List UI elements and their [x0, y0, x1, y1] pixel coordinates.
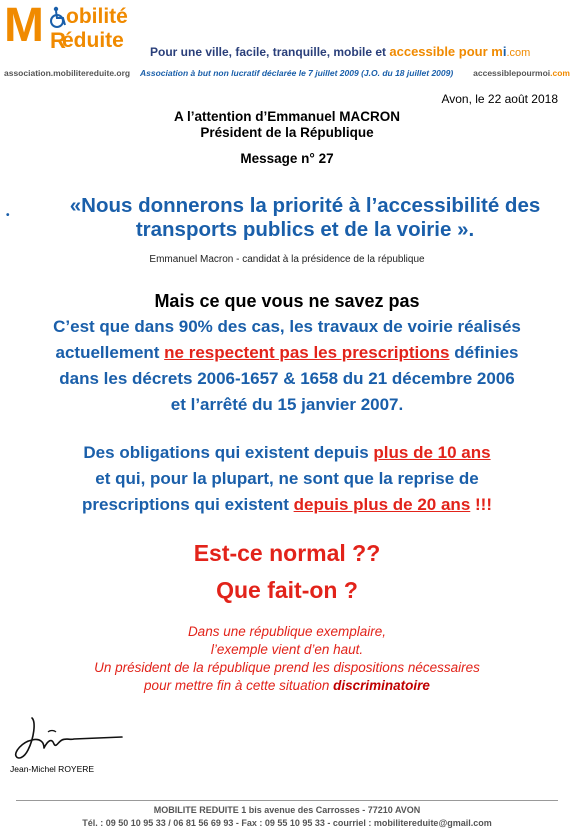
tagline-main: Pour une ville, facile, tranquille, mobile et [150, 45, 390, 59]
logo-letter-r: R [50, 28, 66, 53]
footer-divider [16, 800, 558, 801]
tagline-wheel-letter: i [502, 44, 507, 59]
paragraph2-line1 [0, 443, 574, 463]
message-number: Message n° 27 [240, 151, 334, 166]
p1-line2-start: actuellement [55, 343, 165, 362]
quote-line-1: «Nous donnerons la priorité à l’accessibilité des [69, 194, 541, 217]
addressee-line-1: A l’attention d’Emmanuel MACRON [173, 109, 400, 124]
question-1: Est-ce normal ?? [193, 540, 381, 566]
logo-word-eduite: éduite [62, 29, 124, 52]
tagline-accent: accessible pour m [389, 44, 503, 59]
closing-line-3: Un président de la république prend les dispositions nécessaires [94, 660, 480, 675]
paragraph1-line1: C’est que dans 90% des cas, les travaux de voirie réalisés [53, 317, 521, 336]
p2-highlight-10-years: plus de 10 ans [373, 443, 491, 462]
p2-exclamation: !!! [470, 495, 492, 514]
question-2: Que fait-on ? [216, 577, 358, 603]
closing-line-1: Dans une république exemplaire, [187, 624, 387, 639]
heading: Mais ce que vous ne savez pas [154, 291, 420, 311]
paragraph1-line4: et l’arrêté du 15 janvier 2007. [170, 395, 404, 414]
addressee-line-2: Président de la République [200, 125, 374, 140]
letter-date: Avon, le 22 août 2018 [441, 92, 558, 106]
paragraph2-line2: et qui, pour la plupart, ne sont que la reprise de [95, 469, 479, 488]
p2-line3-start: prescriptions qui existent [82, 495, 294, 514]
logo-word-obilite: obilité [66, 5, 128, 28]
closing-emphasis: discriminatoire [333, 678, 430, 693]
signature-name: Jean-Michel ROYERE [10, 764, 95, 774]
p1-line2-end: définies [449, 343, 519, 362]
closing-line-2: l’exemple vient d’en haut. [210, 642, 364, 657]
site-left-link[interactable]: association.mobilitereduite.org [4, 68, 131, 78]
site-right-name: accessiblepourmoi [473, 68, 551, 78]
site-right-com: .com [550, 68, 570, 78]
paragraph1-line2 [0, 343, 574, 363]
association-note: Association à but non lucratif déclarée le 7 juillet 2009 (J.O. du 18 juillet 2009) [140, 68, 454, 78]
tagline-com: .com [506, 47, 531, 59]
p1-highlight: ne respectent pas les prescriptions [164, 343, 450, 362]
closing-line4-start: pour mettre fin à cette situation [144, 678, 334, 693]
wheelchair-logo-icon [48, 6, 68, 28]
quote-credit: Emmanuel Macron - candidat à la présidence de la république [149, 254, 425, 265]
site-right-link[interactable] [473, 68, 570, 78]
p2-line1-start: Des obligations qui existent depuis [83, 443, 374, 462]
p2-highlight-20-years: depuis plus de 20 ans [293, 495, 471, 514]
footer-contact: Tél. : 09 50 10 95 33 / 06 81 56 69 93 - Fax : 09 55 10 95 33 - courriel : mobilitereduite@gmail.com [82, 818, 492, 828]
logo-letter-m: M [4, 0, 42, 52]
closing-line-4 [0, 678, 574, 693]
signature-image [14, 712, 126, 764]
footer-address: MOBILITE REDUITE 1 bis avenue des Carrosses - 77210 AVON [153, 805, 421, 815]
bullet-icon: • [6, 210, 10, 221]
paragraph2-line3 [0, 495, 574, 515]
tagline [150, 44, 530, 59]
quote-line-2: transports publics et de la voirie ». [135, 218, 475, 241]
paragraph1-line3: dans les décrets 2006-1657 & 1658 du 21 décembre 2006 [59, 369, 515, 388]
